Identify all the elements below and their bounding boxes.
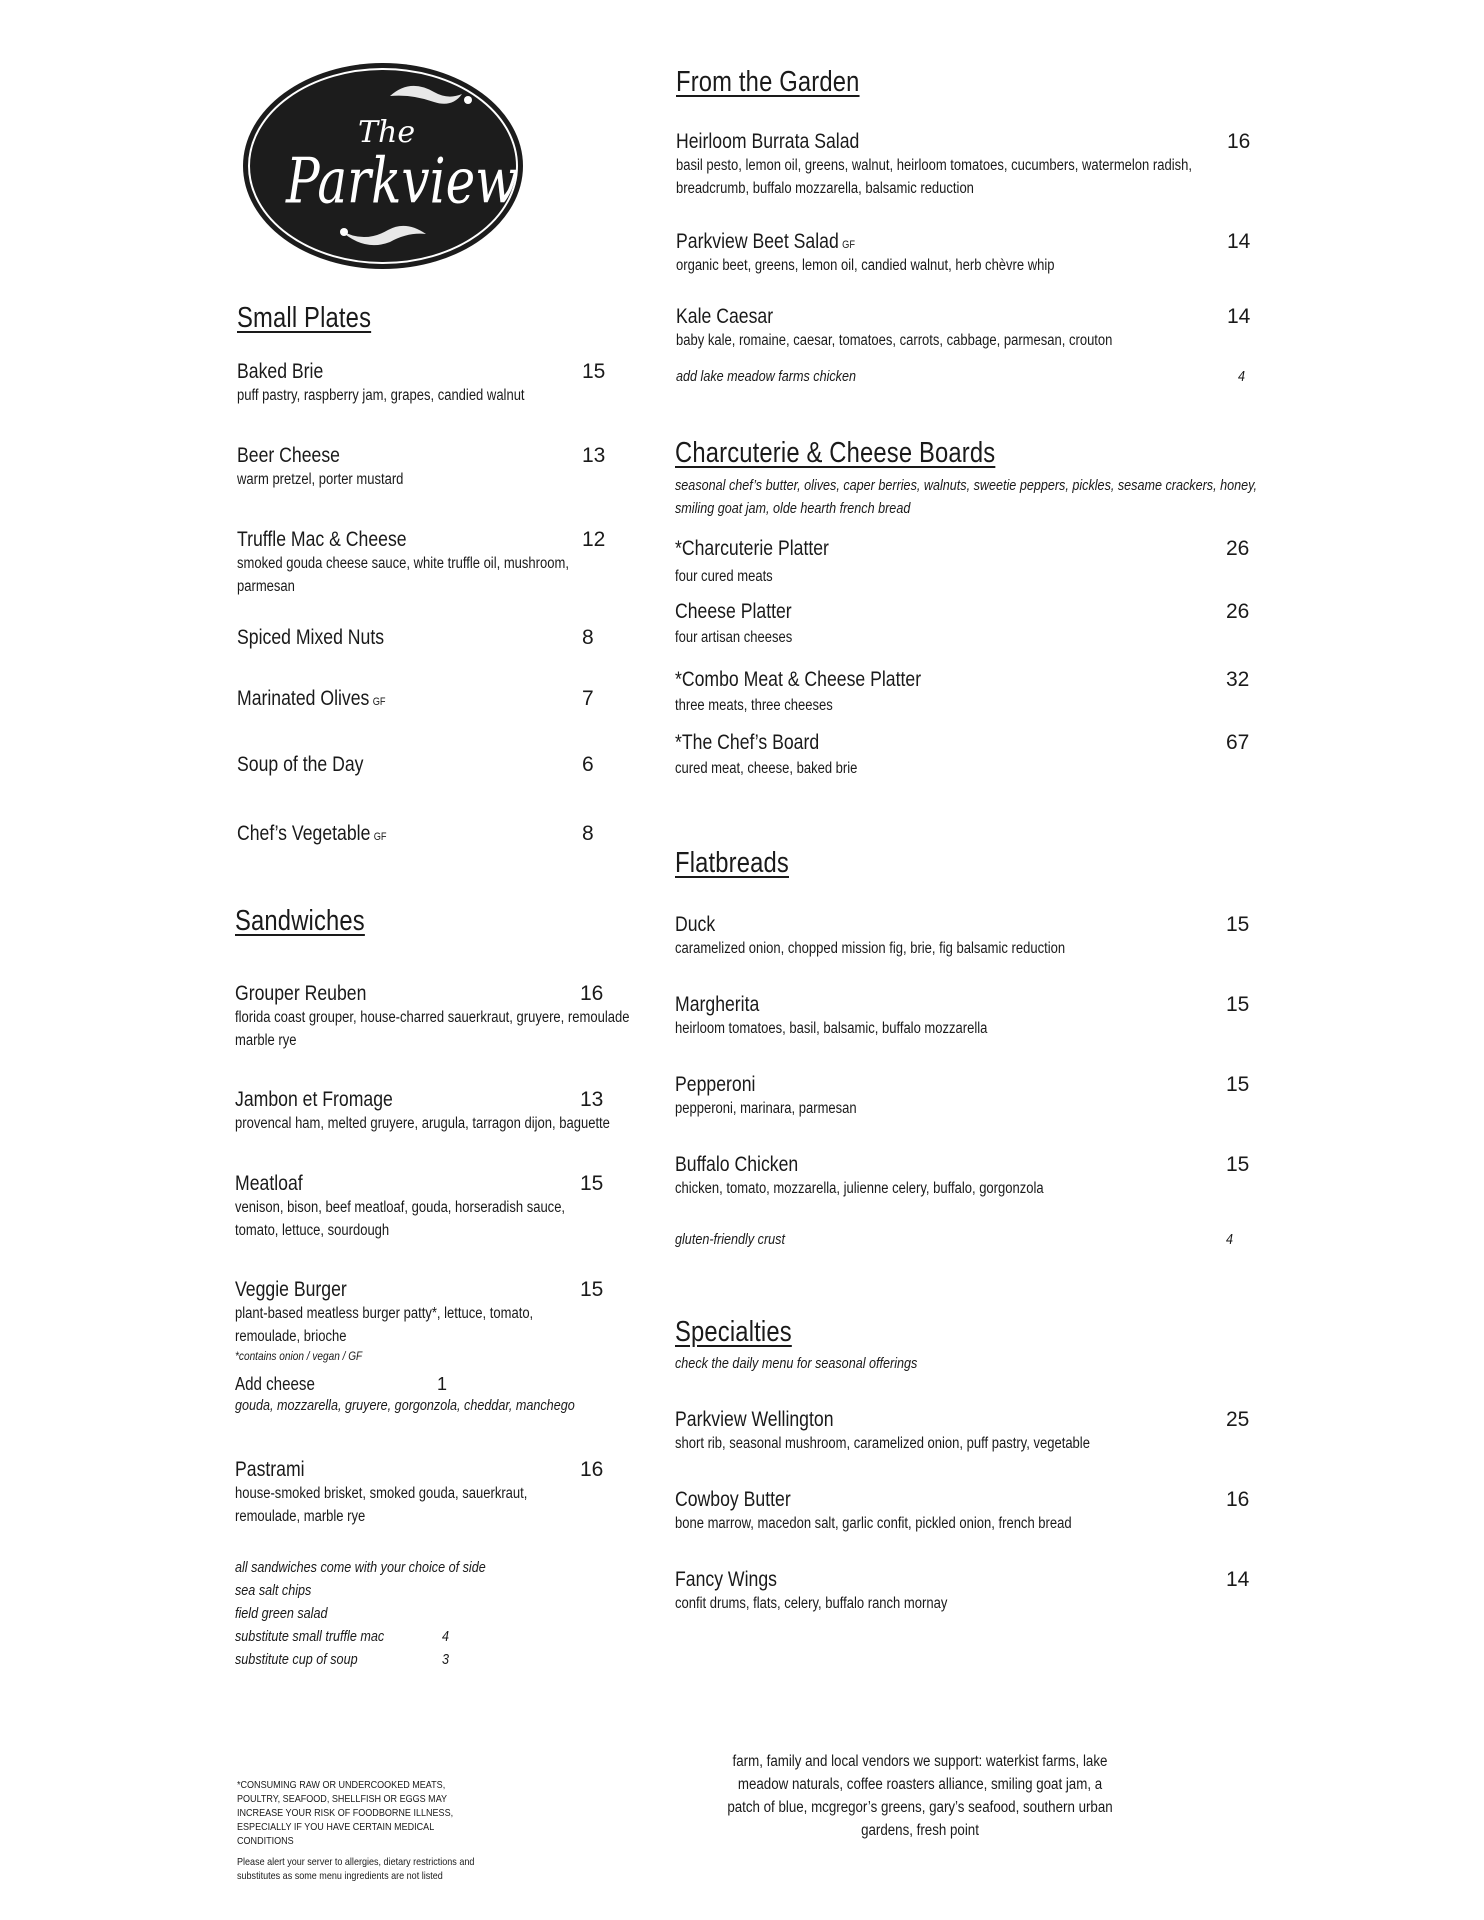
menu-item-price: 25 — [1226, 1408, 1250, 1431]
specialties-items — [675, 1408, 1295, 1618]
menu-item-desc: baby kale, romaine, caesar, tomatoes, carrots, cabbage, parmesan, crouton — [676, 332, 1113, 349]
menu-item-price: 8 — [582, 626, 594, 649]
menu-item-desc: heirloom tomatoes, basil, balsamic, buffalo mozzarella — [675, 1020, 988, 1037]
menu-item-desc: smoked gouda cheese sauce, white truffle oil, mushroom, parmesan — [237, 555, 569, 595]
menu-item: *Charcuterie Platter 26 four cured meats — [675, 537, 1295, 588]
menu-item-price: 13 — [582, 444, 606, 467]
menu-item-desc: venison, bison, beef meatloaf, gouda, horseradish sauce, tomato, lettuce, sourdough — [235, 1199, 566, 1239]
side-option-price: 3 — [442, 1651, 450, 1668]
menu-item: Parkview Wellington 25 short rib, seasonal mushroom, caramelized onion, puff pastry, vegetable — [675, 1408, 1295, 1455]
footer-vendors: farm, family and local vendors we support: waterkist farms, lake meadow naturals, coffee roasters alliance, smiling goat jam, a patch of blue, mcgregor’s greens, gary’s seafood, southern urban gardens, fresh point — [727, 1753, 1113, 1839]
menu-item-price: 15 — [1226, 993, 1250, 1016]
menu-item-price: 14 — [1227, 305, 1251, 328]
flatbread-addon: gluten-friendly crust 4 — [675, 1231, 1234, 1248]
menu-item-price: 67 — [1226, 731, 1250, 754]
menu-item-price: 15 — [1226, 913, 1250, 936]
menu-item-desc: puff pastry, raspberry jam, grapes, candied walnut — [237, 387, 525, 404]
menu-item-price: 15 — [1226, 1153, 1250, 1176]
footer-disclaimer: *CONSUMING RAW OR UNDERCOOKED MEATS, POULTRY, SEAFOOD, SHELLFISH OR EGGS MAY INCREASE YOUR RISK OF FOODBORNE ILLNESS, ESPECIALLY IF YOU HAVE CERTAIN MEDICAL CONDITIONS — [237, 1779, 454, 1847]
add-cheese-row: Add cheese 1 gouda, mozzarella, gruyere, gorgonzola, cheddar, manchego — [235, 1374, 665, 1414]
menu-item-desc: basil pesto, lemon oil, greens, walnut, heirloom tomatoes, cucumbers, watermelon radish, breadcrumb, buffalo mozzarella, balsamic reduction — [676, 157, 1192, 197]
boards-title: Charcuterie & Cheese Boards — [675, 437, 996, 469]
boards-intro: seasonal chef’s butter, olives, caper berries, walnuts, sweetie peppers, pickles, sesame crackers, honey, smiling goat jam, olde hearth french bread — [675, 477, 1257, 517]
menu-item-price: 12 — [582, 528, 606, 551]
menu-item-price: 13 — [580, 1088, 604, 1111]
garden-items — [676, 130, 1296, 400]
menu-item-desc: florida coast grouper, house-charred sauerkraut, gruyere, remoulade marble rye — [235, 1009, 630, 1049]
specialties-intro: check the daily menu for seasonal offerings — [675, 1355, 918, 1372]
menu-item-price: 16 — [580, 982, 604, 1005]
menu-item-price: 16 — [1226, 1488, 1250, 1511]
menu-item: Veggie Burger 15 plant-based meatless burger patty*, lettuce, tomato, remoulade, brioche *contains onion / vegan / GF — [235, 1278, 604, 1363]
add-cheese-options: gouda, mozzarella, gruyere, gorgonzola, cheddar, manchego — [235, 1397, 575, 1414]
menu-item-desc: three meats, three cheeses — [675, 697, 833, 714]
menu-item: Grouper Reuben 16 florida coast grouper, house-charred sauerkraut, gruyere, remoulade marble rye — [235, 982, 665, 1052]
menu-item-price: 14 — [1227, 230, 1251, 253]
menu-item-desc: chicken, tomato, mozzarella, julienne celery, buffalo, gorgonzola — [675, 1180, 1044, 1197]
small-plates-items — [237, 360, 657, 860]
logo — [240, 60, 526, 272]
parkview-logo-emblem — [240, 60, 526, 272]
menu-item-price: 26 — [1226, 600, 1250, 623]
menu-item: Beer Cheese 13 warm pretzel, porter mustard — [237, 444, 607, 491]
menu-item: *The Chef’s Board 67 cured meat, cheese, baked brie — [675, 731, 1295, 780]
menu-item: Fancy Wings 14 confit drums, flats, celery, buffalo ranch mornay — [675, 1568, 1295, 1615]
side-option: sea salt chips — [235, 1582, 312, 1599]
menu-item-desc: warm pretzel, porter mustard — [237, 471, 404, 488]
boards-items — [675, 537, 1295, 797]
garden-section — [676, 66, 1296, 99]
sandwiches-items — [235, 982, 665, 1682]
menu-item: Pepperoni 15 pepperoni, marinara, parmesan — [675, 1073, 1295, 1120]
small-plates-title: Small Plates — [237, 302, 372, 334]
menu-item: Cowboy Butter 16 bone marrow, macedon salt, garlic confit, pickled onion, french bread — [675, 1488, 1295, 1535]
menu-item-price: 8 — [582, 822, 594, 845]
gluten-free-badge: GF — [842, 239, 855, 251]
menu-item: Marinated Olives GF 7 — [237, 687, 594, 710]
menu-item-desc: confit drums, flats, celery, buffalo ranch mornay — [675, 1595, 948, 1612]
menu-item: Baked Brie 15 puff pastry, raspberry jam, grapes, candied walnut — [237, 360, 607, 407]
menu-item-desc: cured meat, cheese, baked brie — [675, 760, 858, 777]
menu-item-desc: plant-based meatless burger patty*, lettuce, tomato, remoulade, brioche — [235, 1305, 534, 1345]
menu-item: Parkview Beet Salad GF 14 organic beet, greens, lemon oil, candied walnut, herb chèvre whip — [676, 230, 1296, 277]
menu-item-desc: provencal ham, melted gruyere, arugula, tarragon dijon, baguette — [235, 1115, 610, 1132]
gluten-free-badge: GF — [373, 831, 387, 843]
menu-item-price: 6 — [582, 753, 594, 776]
side-option: substitute small truffle mac 4 — [235, 1625, 665, 1648]
sides-intro: all sandwiches come with your choice of side — [235, 1559, 486, 1576]
menu-item: Duck 15 caramelized onion, chopped mission fig, brie, fig balsamic reduction — [675, 913, 1295, 960]
menu-item-desc: house-smoked brisket, smoked gouda, sauerkraut, remoulade, marble rye — [235, 1485, 528, 1525]
menu-item: Soup of the Day 6 — [237, 753, 594, 776]
side-option-price: 4 — [442, 1628, 450, 1645]
menu-item-price: 26 — [1226, 537, 1250, 560]
side-option: field green salad — [235, 1605, 328, 1622]
svg-text:The: The — [358, 115, 416, 150]
menu-item: Jambon et Fromage 13 provencal ham, melted gruyere, arugula, tarragon dijon, baguette — [235, 1088, 665, 1135]
specialties-title: Specialties — [675, 1316, 792, 1348]
menu-item: Cheese Platter 26 four artisan cheeses — [675, 600, 1295, 649]
sandwiches-section — [235, 905, 655, 938]
small-plates-section — [237, 302, 657, 335]
menu-item: Pastrami 16 house-smoked brisket, smoked gouda, sauerkraut, remoulade, marble rye — [235, 1458, 665, 1528]
flatbread-addon-price: 4 — [1226, 1231, 1234, 1248]
gluten-free-badge: GF — [372, 696, 386, 708]
flatbreads-items — [675, 913, 1295, 1253]
flatbreads-section — [675, 847, 1295, 880]
menu-item-desc: four artisan cheeses — [675, 629, 793, 646]
svg-text:Parkview: Parkview — [286, 145, 518, 218]
garden-title: From the Garden — [676, 66, 860, 98]
menu-item-price: 32 — [1226, 668, 1250, 691]
menu-item-note: *contains onion / vegan / GF — [235, 1349, 363, 1363]
menu-item-price: 16 — [580, 1458, 604, 1481]
footer-allergy-note: Please alert your server to allergies, dietary restrictions and substitutes as some menu ingredients are not listed — [237, 1856, 475, 1882]
menu-item: *Combo Meat & Cheese Platter 32 three meats, three cheeses — [675, 668, 1295, 717]
menu-item: Heirloom Burrata Salad 16 basil pesto, lemon oil, greens, walnut, heirloom tomatoes, cucumbers, watermelon radish, breadcrumb, buffalo mozzarella, balsamic reduction — [676, 130, 1296, 200]
menu-item: Meatloaf 15 venison, bison, beef meatloaf, gouda, horseradish sauce, tomato, lettuce, sourdough — [235, 1172, 665, 1242]
menu-item-price: 7 — [582, 687, 594, 710]
menu-item: Margherita 15 heirloom tomatoes, basil, balsamic, buffalo mozzarella — [675, 993, 1295, 1040]
menu-item-price: 14 — [1226, 1568, 1250, 1591]
sides-list — [235, 1556, 665, 1671]
menu-item-desc: short rib, seasonal mushroom, caramelized onion, puff pastry, vegetable — [675, 1435, 1090, 1452]
menu-item-desc: pepperoni, marinara, parmesan — [675, 1100, 857, 1117]
garden-addon: add lake meadow farms chicken 4 — [676, 368, 1246, 385]
menu-item-desc: caramelized onion, chopped mission fig, brie, fig balsamic reduction — [675, 940, 1066, 957]
garden-addon-price: 4 — [1238, 368, 1246, 385]
menu-item-desc: bone marrow, macedon salt, garlic confit, pickled onion, french bread — [675, 1515, 1072, 1532]
side-option: substitute cup of soup 3 — [235, 1648, 665, 1671]
menu-item-price: 15 — [580, 1172, 604, 1195]
menu-item-desc: four cured meats — [675, 568, 773, 585]
boards-section — [675, 437, 1305, 520]
flatbreads-title: Flatbreads — [675, 847, 789, 879]
menu-item-desc: organic beet, greens, lemon oil, candied walnut, herb chèvre whip — [676, 257, 1055, 274]
menu-item: Kale Caesar 14 baby kale, romaine, caesar, tomatoes, carrots, cabbage, parmesan, crouton — [676, 305, 1296, 352]
menu-item: Truffle Mac & Cheese 12 smoked gouda cheese sauce, white truffle oil, mushroom, parmesan — [237, 528, 657, 598]
add-cheese-price: 1 — [437, 1374, 448, 1394]
menu-item-price: 15 — [1226, 1073, 1250, 1096]
menu-item-price: 15 — [580, 1278, 604, 1301]
menu-item-price: 15 — [582, 360, 606, 383]
menu-item: Spiced Mixed Nuts 8 — [237, 626, 594, 649]
menu-item-price: 16 — [1227, 130, 1251, 153]
specialties-section — [675, 1316, 1295, 1372]
sandwiches-title: Sandwiches — [235, 905, 365, 937]
menu-item: Chef’s Vegetable GF 8 — [237, 822, 594, 845]
menu-item: Buffalo Chicken 15 chicken, tomato, mozzarella, julienne celery, buffalo, gorgonzola — [675, 1153, 1295, 1200]
